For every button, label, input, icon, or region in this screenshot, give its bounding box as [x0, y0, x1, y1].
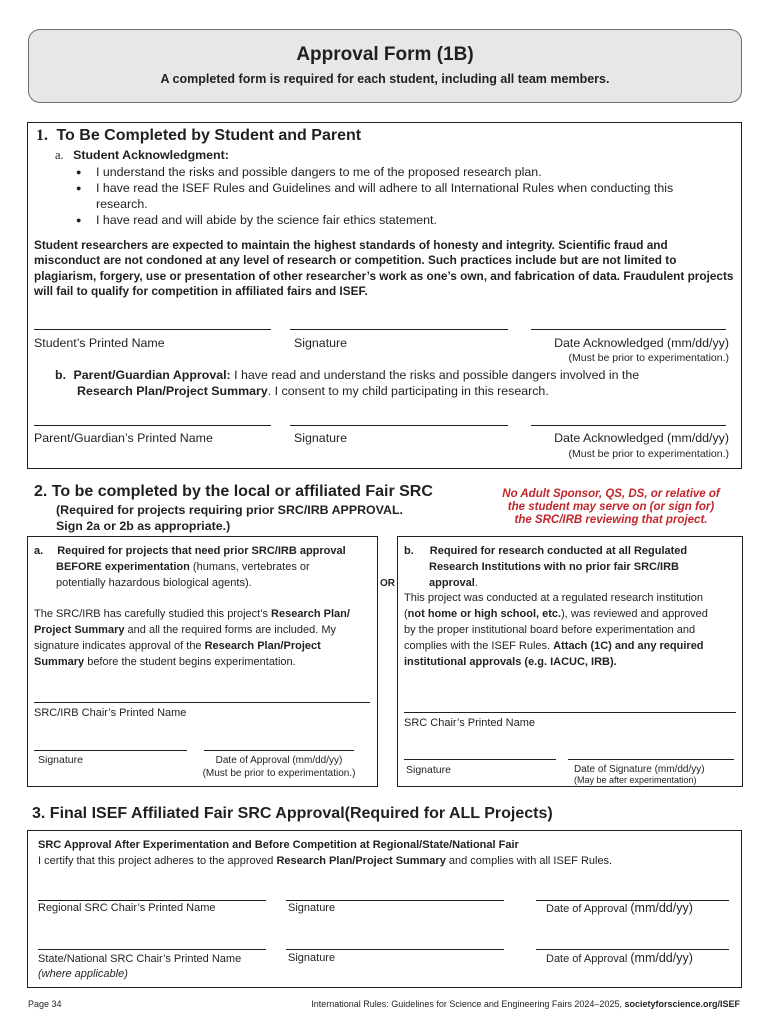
- parent-approval-title: Parent/Guardian Approval:: [73, 368, 231, 382]
- section-2a-p1-bold: Research Plan/: [271, 608, 350, 620]
- student-signature-label: Signature: [294, 336, 348, 350]
- section-2a-p4-bold: Summary: [34, 656, 85, 668]
- section-2b-title-3-end: .: [474, 577, 478, 589]
- integrity-statement: Student researchers are expected to maintain the highest standards of honesty and integrity. Scientific fraud and misconduct are not condoned at any level of research or competition. Such practices include but are not limited to plagiarism, forgery, use or presentation of other researcher’s work as one’s own, and fabrication of data. Fraudulent projects will fail to qualify for competition in affiliated fairs and ISEF.: [34, 238, 734, 298]
- state-signature-line[interactable]: [286, 949, 504, 950]
- section-2a-p2: and all the required forms are included. My: [124, 624, 337, 636]
- state-name-note: (where applicable): [38, 968, 128, 980]
- section-2b-p1: This project was conducted at a regulated research institution: [404, 592, 703, 604]
- src-chair-date-label: Date of Signature (mm/dd/yy): [574, 764, 705, 775]
- section-2a-box: [27, 536, 378, 787]
- section-2a-title-3: potentially hazardous biological agents).: [56, 577, 252, 589]
- parent-name-line[interactable]: [34, 425, 271, 426]
- student-ack-title: Student Acknowledgment:: [73, 148, 229, 162]
- section-2b-title: [404, 543, 740, 591]
- regional-date-label: [546, 901, 693, 915]
- section-1-heading: [36, 127, 361, 145]
- student-date-label: Date Acknowledged (mm/dd/yy): [554, 336, 729, 350]
- parent-signature-line[interactable]: [290, 425, 508, 426]
- section-2b-p5-bold: institutional approvals (e.g. IACUC, IRB).: [404, 656, 617, 668]
- page-number: Page 34: [28, 999, 62, 1009]
- src-chair-signature-line[interactable]: [404, 759, 556, 760]
- parent-approval-text-1: I have read and understand the risks and possible dangers involved in the: [230, 368, 640, 382]
- parent-date-label: Date Acknowledged (mm/dd/yy): [554, 431, 729, 445]
- regional-name-line[interactable]: [38, 900, 266, 901]
- section-1: [27, 122, 742, 469]
- src-chair-date-block: [574, 764, 734, 786]
- section-2a-p3: signature indicates approval of the: [34, 640, 205, 652]
- section-2-sub-2: Sign 2a or 2b as appropriate.): [56, 519, 231, 533]
- parent-approval-bold: Research Plan/Project Summary: [77, 384, 268, 398]
- parent-name-label: Parent/Guardian’s Printed Name: [34, 431, 213, 445]
- section-2a-title-2-rest: (humans, vertebrates or: [189, 561, 310, 573]
- item-a-label: a.: [55, 148, 64, 162]
- footer-source-text: International Rules: Guidelines for Science and Engineering Fairs 2024–2025,: [311, 999, 625, 1009]
- regional-signature-line[interactable]: [286, 900, 504, 901]
- section-2a-body: [34, 606, 374, 670]
- footer-site-link[interactable]: societyforscience.org/ISEF: [624, 999, 740, 1009]
- section-1-title: To Be Completed by Student and Parent: [56, 127, 362, 144]
- section-2b-box: [397, 536, 743, 787]
- warning-line-1: No Adult Sponsor, QS, DS, or relative of: [502, 488, 720, 500]
- src-irb-date-block: [194, 754, 364, 780]
- warning-line-2: the student may serve on (or sign for): [507, 501, 715, 513]
- state-date-prefix: Date of Approval: [546, 953, 631, 965]
- parent-signature-label: Signature: [294, 431, 348, 445]
- parent-date-note: (Must be prior to experimentation.): [568, 448, 729, 460]
- section-3-heading: 3. Final ISEF Affiliated Fair SRC Approval(Required for ALL Projects): [32, 805, 553, 822]
- state-name-block: [38, 952, 241, 982]
- section-2b-p3: by the proper institutional board before experimentation and: [404, 624, 696, 636]
- section-2b-p4a: complies with the ISEF Rules.: [404, 640, 554, 652]
- src-chair-name-line[interactable]: [404, 712, 736, 713]
- footer-source: [311, 999, 740, 1009]
- section-3-title: SRC Approval After Experimentation and Before Competition at Regional/State/National Fair: [38, 839, 519, 851]
- section-2-sub-1: (Required for projects requiring prior SRC/IRB APPROVAL.: [56, 503, 403, 517]
- section-2a-p3-bold: Research Plan/Project: [204, 640, 321, 652]
- form-subtitle: A completed form is required for each student, including all team members.: [160, 72, 610, 86]
- section-2a-title: [34, 543, 374, 591]
- parent-approval-text: [55, 367, 735, 399]
- section-2a-p1: The SRC/IRB has carefully studied this project’s: [34, 608, 272, 620]
- src-chair-signature-label: Signature: [406, 764, 451, 776]
- ack-bullets: [76, 164, 726, 228]
- form-title: Approval Form (1B): [296, 44, 474, 65]
- section-2-subheading: [56, 502, 403, 534]
- state-name-line[interactable]: [38, 949, 266, 950]
- section-2-heading: 2. To be completed by the local or affiliated Fair SRC: [34, 483, 433, 500]
- student-name-line[interactable]: [34, 329, 271, 330]
- parent-approval-text-2: . I consent to my child participating in this research.: [267, 384, 549, 398]
- src-irb-date-line[interactable]: [204, 750, 354, 751]
- parent-date-line[interactable]: [531, 425, 726, 426]
- section-2b-p2-bold: not home or high school, etc.: [407, 608, 562, 620]
- ack-bullet-1: ● I understand the risks and possible dangers to me of the proposed research plan.: [76, 164, 726, 180]
- src-irb-signature-line[interactable]: [34, 750, 187, 751]
- student-date-note: (Must be prior to experimentation.): [568, 352, 729, 364]
- section-2b-p2c: ), was reviewed and approved: [561, 608, 708, 620]
- src-irb-date-label: Date of Approval (mm/dd/yy): [215, 755, 343, 766]
- state-date-line[interactable]: [536, 949, 729, 950]
- state-signature-label: Signature: [288, 952, 336, 964]
- warning-line-3: the SRC/IRB reviewing that project.: [514, 514, 708, 526]
- regional-date-format: (mm/dd/yy): [630, 901, 693, 915]
- state-date-format: (mm/dd/yy): [630, 951, 693, 965]
- section-2b-title-1: Required for research conducted at all Regulated: [429, 545, 688, 557]
- src-chair-date-note: (May be after experimentation): [574, 775, 697, 785]
- src-irb-signature-label: Signature: [38, 754, 83, 766]
- section-2b-body: [404, 590, 740, 670]
- section-1-number: 1.: [36, 127, 48, 144]
- src-irb-chair-name-label: SRC/IRB Chair’s Printed Name: [34, 707, 187, 719]
- certify-bold: Research Plan/Project Summary: [276, 855, 446, 867]
- src-irb-chair-name-line[interactable]: [34, 702, 370, 703]
- src-chair-date-line[interactable]: [568, 759, 734, 760]
- state-name-label: State/National SRC Chair’s Printed Name: [38, 953, 242, 965]
- student-signature-line[interactable]: [290, 329, 508, 330]
- regional-signature-label: Signature: [288, 902, 336, 914]
- regional-name-label: Regional SRC Chair’s Printed Name: [38, 902, 216, 914]
- section-3-box: [27, 830, 742, 988]
- regional-date-prefix: Date of Approval: [546, 903, 631, 915]
- item-b-label: b.: [55, 368, 67, 382]
- section-2b-p4-bold: Attach (1C) and any required: [553, 640, 704, 652]
- student-name-label: Student’s Printed Name: [34, 336, 165, 350]
- section-2a-p4: before the student begins experimentation.: [84, 656, 296, 668]
- ack-bullet-2: ● I have read the ISEF Rules and Guidelines and will adhere to all International Rules when conducting this research.: [76, 180, 726, 212]
- section-2b-label: b.: [404, 545, 414, 557]
- section-2b-title-3: approval: [429, 577, 475, 589]
- section-2a-label: a.: [34, 545, 44, 557]
- section-2a-title-1: Required for projects that need prior SRC/IRB approval: [57, 545, 346, 557]
- certify-text-1: I certify that this project adheres to the approved: [38, 855, 277, 867]
- or-divider: OR: [380, 578, 395, 589]
- adult-sponsor-warning: [486, 488, 736, 527]
- ack-bullet-3: ● I have read and will abide by the science fair ethics statement.: [76, 212, 726, 228]
- section-2a-title-2: BEFORE experimentation: [56, 561, 190, 573]
- section-2b-title-2: Research Institutions with no prior fair SRC/IRB: [429, 561, 679, 573]
- certify-text-2: and complies with all ISEF Rules.: [445, 855, 613, 867]
- student-date-line[interactable]: [531, 329, 726, 330]
- form-header: [28, 29, 742, 103]
- state-date-label: [546, 951, 693, 965]
- src-irb-date-note: (Must be prior to experimentation.): [202, 768, 356, 779]
- section-2a-p2-bold: Project Summary: [34, 624, 125, 636]
- section-2b-p2a: (: [404, 608, 408, 620]
- student-ack-heading: [55, 147, 229, 163]
- section-3-certify: [38, 855, 612, 867]
- src-chair-name-label: SRC Chair’s Printed Name: [404, 717, 536, 729]
